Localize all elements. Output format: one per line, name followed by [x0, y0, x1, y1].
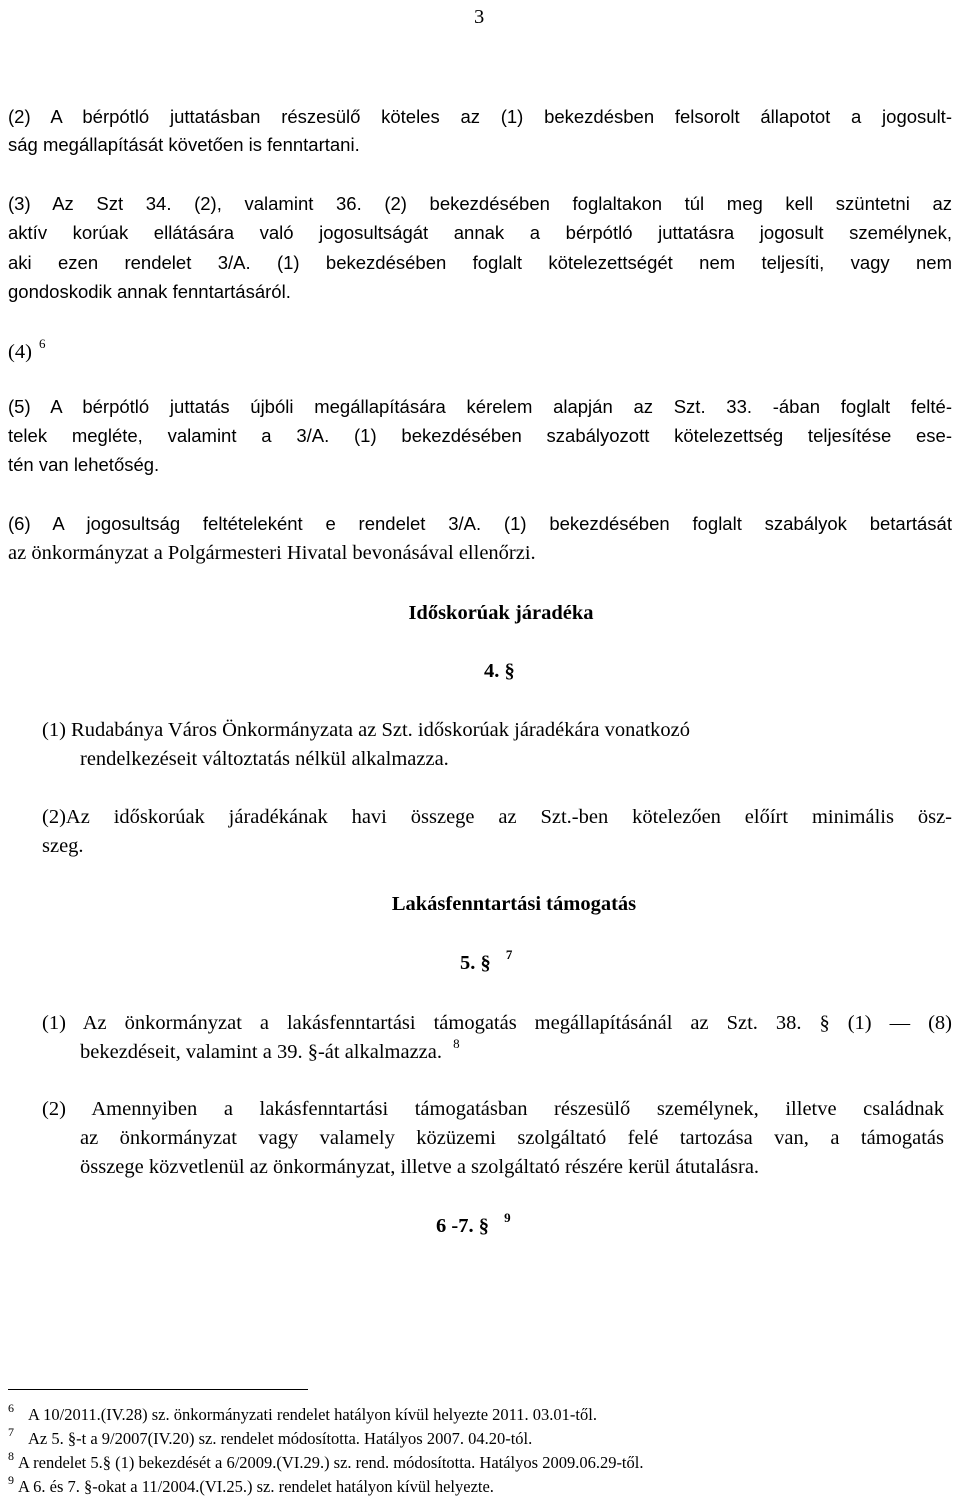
footnote-8 [8, 1449, 644, 1474]
text-line: (3) Az Szt 34. (2), valamint 36. (2) bekezdésében foglaltakon túl meg kell szüntetni az [8, 193, 952, 214]
footnote-7 [8, 1425, 533, 1450]
footnote-number: 9 [8, 1473, 14, 1487]
footnote-ref-8: 8 [453, 1036, 460, 1051]
footnote-number: 7 [8, 1425, 14, 1439]
text-line: telek megléte, valamint a 3/A. (1) bekezdésében szabályozott kötelezettség teljesítése ese- [8, 425, 952, 446]
text-line: aktív korúak ellátására való jogosultságát annak a bérpótló juttatásra jogosult személynek, [8, 222, 952, 243]
text-line: rendelkezéseit változtatás nélkül alkalmazza. [80, 748, 449, 770]
footnote-ref-9: 9 [504, 1210, 511, 1225]
footnote-text: Az 5. §-t a 9/2007(IV.20) sz. rendelet módosította. Hatályos 2007. 04.20-tól. [28, 1429, 533, 1448]
text-line: az önkormányzat a Polgármesteri Hivatal bevonásával ellenőrzi. [8, 542, 536, 564]
text-line: tén van lehetőség. [8, 454, 160, 475]
paragraph-4 [8, 336, 46, 367]
text-line: (5) A bérpótló juttatás újbóli megállapítására kérelem alapján az Szt. 33. -ában foglalt felté- [8, 396, 952, 417]
text-line: az önkormányzat vagy valamely közüzemi szolgáltató felé tartozása van, a támogatás [80, 1127, 944, 1149]
paragraph-4-label: (4) [8, 341, 32, 363]
text-line: (1) Rudabánya Város Önkormányzata az Szt. időskorúak járadékára vonatkozó [42, 719, 690, 741]
page-number: 3 [474, 6, 485, 28]
footnote-ref-7: 7 [505, 947, 513, 962]
text-line: összege közvetlenül az önkormányzat, illetve a szolgáltató részére kerül átutalásra. [80, 1156, 760, 1178]
section-heading-lakasfenntartasi: Lakásfenntartási támogatás [391, 893, 637, 915]
footnote-separator [8, 1389, 308, 1390]
text-line: (2) Amennyiben a lakásfenntartási támogatásban részesülő személynek, illetve családnak [42, 1098, 944, 1120]
text-line: ság megállapítását követően is fenntartani. [8, 134, 360, 155]
footnote-text: A rendelet 5.§ (1) bekezdését a 6/2009.(VI.29.) sz. rend. módosította. Hatályos 2009.06.29-től. [18, 1453, 644, 1472]
text-line: (2)Az időskorúak járadékának havi összege az Szt.-ben kötelezően előírt minimális ösz- [42, 806, 952, 828]
footnote-6 [8, 1401, 597, 1426]
section-5-label: 5. § [460, 952, 491, 974]
footnote-9 [8, 1473, 494, 1498]
section-number-4: 4. § [484, 660, 515, 682]
section-number-5 [460, 947, 513, 978]
footnote-text: A 10/2011.(IV.28) sz. önkormányzati rendelet hatályon kívül helyezte 2011. 03.01-től. [28, 1405, 597, 1424]
section-number-6-7 [436, 1210, 511, 1241]
footnote-ref-6: 6 [39, 336, 46, 351]
text-line: (6) A jogosultság feltételeként e rendelet 3/A. (1) bekezdésében foglalt szabályok betartását [8, 513, 952, 534]
text-line [80, 1036, 460, 1067]
text-line: (1) Az önkormányzat a lakásfenntartási támogatás megállapításánál az Szt. 38. § (1) — (8) [42, 1012, 952, 1034]
section-6-7-label: 6 -7. § [436, 1215, 489, 1237]
text-run: bekezdéseit, valamint a 39. §-át alkalmazza. [80, 1041, 442, 1063]
text-line: aki ezen rendelet 3/A. (1) bekezdésében foglalt kötelezettségét nem teljesíti, vagy nem [8, 252, 952, 273]
footnote-text: A 6. és 7. §-okat a 11/2004.(VI.25.) sz. rendelet hatályon kívül helyezte. [18, 1477, 494, 1496]
text-line: (2) A bérpótló juttatásban részesülő köteles az (1) bekezdésben felsorolt állapotot a jogosult- [8, 106, 952, 127]
footnote-number: 6 [8, 1401, 14, 1415]
section-heading-idoskoruak: Időskorúak járadéka [408, 602, 594, 624]
footnote-number: 8 [8, 1449, 14, 1463]
text-line: szeg. [42, 835, 84, 857]
text-line: gondoskodik annak fenntartásáról. [8, 281, 291, 302]
